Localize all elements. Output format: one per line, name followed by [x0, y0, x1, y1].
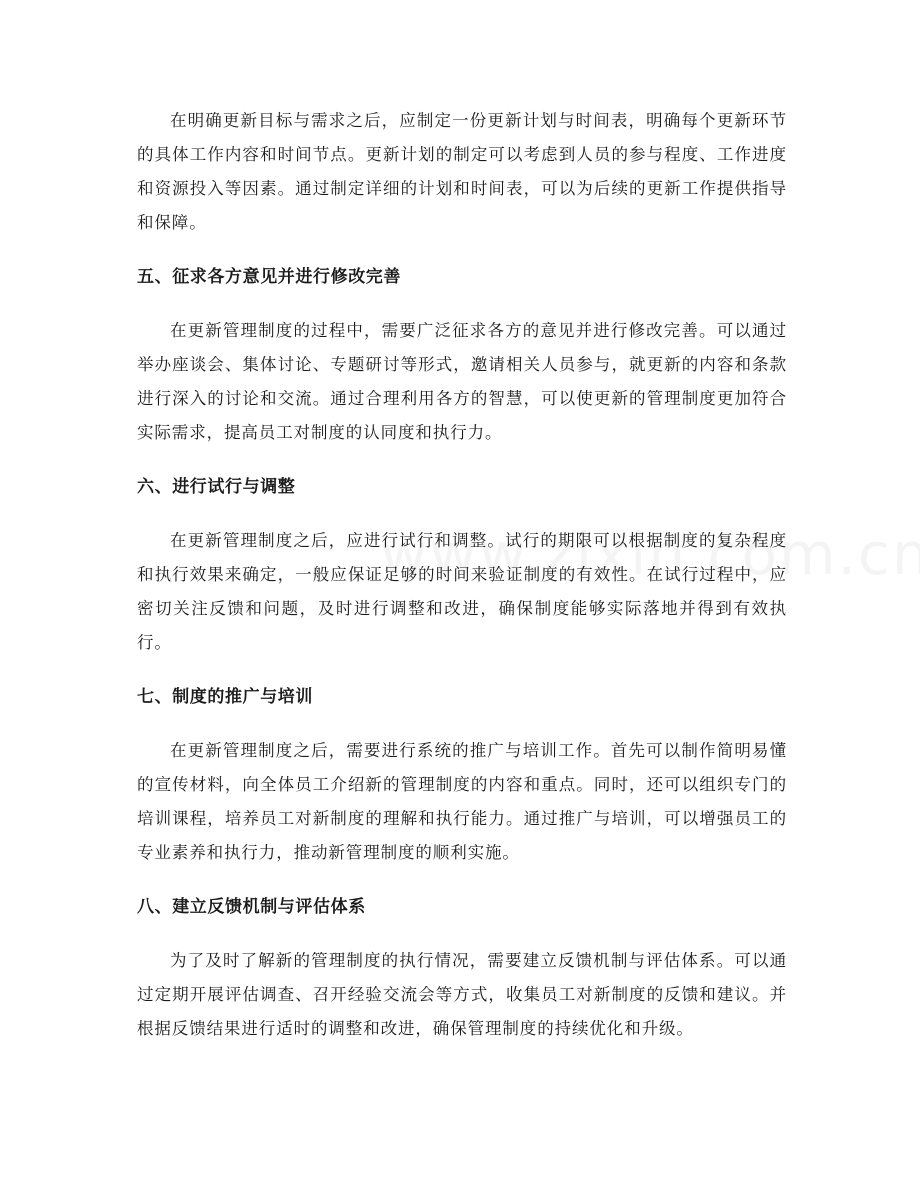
document-page — [137, 104, 787, 1046]
heading-section-7: 七、制度的推广与培训 — [137, 687, 313, 707]
paragraph-section-8: 为了及时了解新的管理制度的执行情况，需要建立反馈机制与评估体系。可以通过定期开展评估调查、召开经验交流会等方式，收集员工对新制度的反馈和建议。并根据反馈结果进行适时的调整和改进，确保管理制度的持续优化和升级。 — [137, 951, 787, 1038]
heading-section-8: 八、建立反馈机制与评估体系 — [137, 897, 366, 917]
heading-section-6: 六、进行试行与调整 — [137, 477, 296, 497]
paragraph-section-7: 在更新管理制度之后，需要进行系统的推广与培训工作。首先可以制作简明易懂的宣传材料，向全体员工介绍新的管理制度的内容和重点。同时，还可以组织专门的培训课程，培养员工对新制度的理解和执行能力。通过推广与培训，可以增强员工的专业素养和执行力，推动新管理制度的顺利实施。 — [137, 741, 787, 862]
paragraph-section-6: 在更新管理制度之后，应进行试行和调整。试行的期限可以根据制度的复杂程度和执行效果来确定，一般应保证足够的时间来验证制度的有效性。在试行过程中，应密切关注反馈和问题，及时进行调整和改进，确保制度能够实际落地并得到有效执行。 — [137, 531, 787, 652]
heading-section-5: 五、征求各方意见并进行修改完善 — [137, 267, 401, 287]
paragraph-update-plan: 在明确更新目标与需求之后，应制定一份更新计划与时间表，明确每个更新环节的具体工作内容和时间节点。更新计划的制定可以考虑到人员的参与程度、工作进度和资源投入等因素。通过制定详细的计划和时间表，可以为后续的更新工作提供指导和保障。 — [137, 111, 787, 232]
paragraph-section-5: 在更新管理制度的过程中，需要广泛征求各方的意见并进行修改完善。可以通过举办座谈会、集体讨论、专题研讨等形式，邀请相关人员参与，就更新的内容和条款进行深入的讨论和交流。通过合理利用各方的智慧，可以使更新的管理制度更加符合实际需求，提高员工对制度的认同度和执行力。 — [137, 321, 787, 442]
